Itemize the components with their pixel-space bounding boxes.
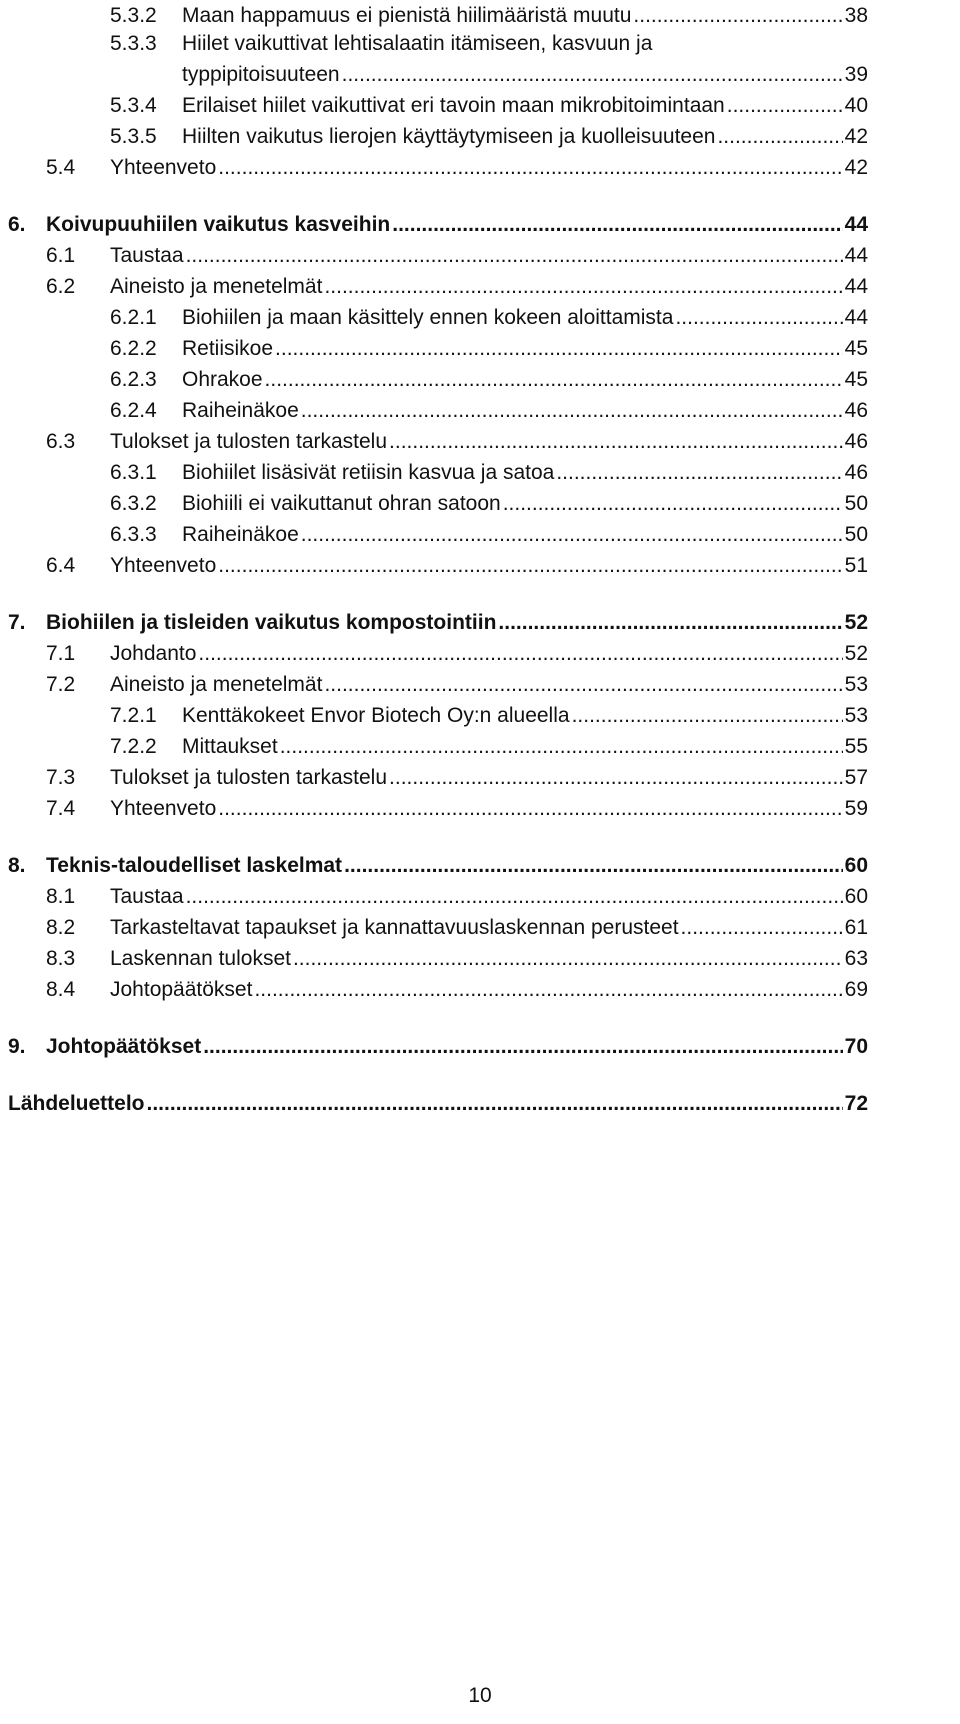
toc-entry-number: 7.2.2 — [110, 735, 157, 758]
toc-entry-page: 50 — [844, 492, 868, 515]
toc-leader — [727, 90, 843, 122]
toc-entry-title: Laskennan tulokset — [110, 947, 291, 970]
toc-entry-number: 6.2.2 — [110, 337, 157, 360]
toc-entry-number: 6.2.1 — [110, 306, 157, 329]
toc-entry-title-continued: typpipitoisuuteen — [182, 63, 340, 86]
toc-entry-title: Biohiilet lisäsivät retiisin kasvua ja satoa — [182, 461, 555, 484]
toc-entry-page: 72 — [844, 1092, 868, 1115]
toc-entry-page: 51 — [844, 554, 868, 577]
toc-leader — [218, 550, 842, 582]
toc-entry[interactable] — [110, 488, 868, 520]
toc-entry[interactable] — [46, 240, 868, 272]
toc-leader — [203, 1031, 842, 1063]
toc-entry-page: 42 — [844, 156, 868, 179]
toc-entry-number: 6.4 — [46, 554, 76, 577]
toc-entry-page: 52 — [844, 611, 868, 634]
toc-entry-page: 60 — [844, 885, 868, 908]
toc-entry-page: 44 — [844, 213, 868, 236]
toc-entry-title: Yhteenveto — [110, 797, 217, 820]
toc-entry-number: 6.2.3 — [110, 368, 157, 391]
toc-entry-title: Mittaukset — [182, 735, 278, 758]
toc-entry[interactable] — [110, 457, 868, 489]
toc-entry[interactable] — [46, 669, 868, 701]
toc-entry[interactable] — [110, 302, 868, 334]
toc-entry-page: 44 — [844, 306, 868, 329]
toc-entry-page: 40 — [844, 94, 868, 117]
toc-entry-number: 8. — [8, 854, 26, 877]
toc-entry-number: 5.3.4 — [110, 94, 157, 117]
toc-entry-title: Raiheinäkoe — [182, 399, 299, 422]
toc-leader — [218, 793, 842, 825]
toc-entry[interactable] — [110, 731, 868, 763]
toc-leader — [254, 974, 842, 1006]
toc-entry-page: 53 — [844, 673, 868, 696]
toc-entry-page: 59 — [844, 797, 868, 820]
toc-entry-title: Aineisto ja menetelmät — [110, 275, 323, 298]
toc-entry-title: Erilaiset hiilet vaikuttivat eri tavoin maan mikrobitoimintaan — [182, 94, 725, 117]
toc-entry-page: 38 — [844, 4, 868, 27]
toc-entry-page: 50 — [844, 523, 868, 546]
toc-leader — [324, 669, 842, 701]
toc-entry-title: Hiilet vaikuttivat lehtisalaatin itämiseen, kasvuun ja — [182, 32, 653, 55]
toc-leader — [572, 700, 843, 732]
toc-leader — [147, 1088, 843, 1120]
toc-entry-number: 7. — [8, 611, 26, 634]
toc-entry-title: Biohiili ei vaikuttanut ohran satoon — [182, 492, 501, 515]
toc-entry-title: Tulokset ja tulosten tarkastelu — [110, 766, 388, 789]
toc-entry-title: Lähdeluettelo — [8, 1092, 145, 1115]
toc-entry-page: 60 — [844, 854, 868, 877]
toc-leader — [324, 271, 842, 303]
toc-entry-title: Koivupuuhiilen vaikutus kasveihin — [46, 213, 391, 236]
toc-entry-number: 6.3.3 — [110, 523, 157, 546]
toc-entry-page: 53 — [844, 704, 868, 727]
toc-leader — [392, 209, 842, 241]
toc-entry[interactable] — [46, 152, 868, 184]
toc-leader — [280, 731, 843, 763]
toc-entry-number: 9. — [8, 1035, 26, 1058]
toc-entry-page: 46 — [844, 461, 868, 484]
toc-entry-page: 45 — [844, 337, 868, 360]
toc-entry-title: Taustaa — [110, 885, 184, 908]
toc-leader — [556, 457, 842, 489]
toc-entry[interactable] — [46, 550, 868, 582]
toc-entry-title: Yhteenveto — [110, 554, 217, 577]
toc-entry[interactable] — [46, 638, 868, 670]
toc-entry-page: 69 — [844, 978, 868, 1001]
toc-leader — [301, 395, 843, 427]
toc-entry-number: 7.3 — [46, 766, 76, 789]
toc-entry[interactable] — [46, 271, 868, 303]
toc-entry-title: Ohrakoe — [182, 368, 263, 391]
page-number: 10 — [468, 1684, 492, 1707]
toc-leader — [293, 943, 843, 975]
toc-chapter-entry[interactable] — [8, 1088, 868, 1120]
toc-entry-number: 8.4 — [46, 978, 76, 1001]
toc-leader — [198, 638, 842, 670]
toc-entry-title: Johdanto — [110, 642, 197, 665]
toc-leader — [275, 333, 843, 365]
toc-chapter-entry[interactable] — [8, 209, 868, 241]
toc-entry-number: 6.2.4 — [110, 399, 157, 422]
toc-entry[interactable] — [46, 912, 868, 944]
toc-entry-title: Kenttäkokeet Envor Biotech Oy:n alueella — [182, 704, 570, 727]
toc-entry[interactable] — [110, 333, 868, 365]
toc-leader — [503, 488, 843, 520]
toc-entry-page: 63 — [844, 947, 868, 970]
toc-entry[interactable] — [110, 90, 868, 122]
toc-entry-number: 7.1 — [46, 642, 76, 665]
toc-entry-number: 7.4 — [46, 797, 76, 820]
toc-chapter-entry[interactable] — [8, 850, 868, 882]
toc-entry-page: 70 — [844, 1035, 868, 1058]
toc-entry-title: Raiheinäkoe — [182, 523, 299, 546]
toc-entry[interactable] — [110, 121, 868, 153]
toc-entry-number: 5.3.5 — [110, 125, 157, 148]
toc-entry-number: 6. — [8, 213, 26, 236]
toc-leader — [717, 121, 842, 153]
toc-entry-number: 5.4 — [46, 156, 76, 179]
toc-entry-page: 46 — [844, 399, 868, 422]
toc-entry-number: 5.3.3 — [110, 32, 157, 55]
toc-leader — [186, 240, 843, 272]
toc-leader — [265, 364, 843, 396]
toc-entry[interactable] — [46, 793, 868, 825]
toc-entry[interactable] — [110, 519, 868, 551]
toc-entry[interactable] — [46, 762, 868, 794]
toc-entry-title: Yhteenveto — [110, 156, 217, 179]
toc-entry[interactable] — [110, 395, 868, 427]
toc-entry-title: Biohiilen ja tisleiden vaikutus kompostointiin — [46, 611, 497, 634]
toc-entry-page: 46 — [844, 430, 868, 453]
toc-chapter-entry[interactable] — [8, 607, 868, 639]
toc-leader — [342, 59, 843, 91]
toc-leader — [344, 850, 843, 882]
toc-entry-number: 6.2 — [46, 275, 76, 298]
toc-entry-title: Johtopäätökset — [46, 1035, 202, 1058]
toc-entry-title: Tarkasteltavat tapaukset ja kannattavuuslaskennan perusteet — [110, 916, 679, 939]
toc-leader — [186, 881, 843, 913]
toc-entry[interactable] — [110, 364, 868, 396]
toc-entry-title: Maan happamuus ei pienistä hiilimääristä muutu — [182, 4, 632, 27]
toc-entry-number: 6.3 — [46, 430, 76, 453]
toc-entry[interactable] — [46, 426, 868, 458]
toc-entry-number: 7.2 — [46, 673, 76, 696]
toc-leader — [218, 152, 842, 184]
toc-entry-number: 8.2 — [46, 916, 76, 939]
toc-entry-continuation[interactable] — [182, 59, 868, 91]
toc-entry[interactable] — [46, 881, 868, 913]
toc-entry-title: Biohiilen ja maan käsittely ennen kokeen aloittamista — [182, 306, 674, 329]
toc-entry[interactable] — [46, 943, 868, 975]
toc-entry-number: 7.2.1 — [110, 704, 157, 727]
toc-chapter-entry[interactable] — [8, 1031, 868, 1063]
toc-entry[interactable] — [110, 700, 868, 732]
toc-entry-title: Taustaa — [110, 244, 184, 267]
toc-entry-title: Johtopäätökset — [110, 978, 253, 1001]
toc-entry-page: 44 — [844, 244, 868, 267]
toc-entry-number: 5.3.2 — [110, 4, 157, 27]
toc-entry-number: 6.1 — [46, 244, 76, 267]
toc-entry[interactable] — [46, 974, 868, 1006]
toc-entry-page: 45 — [844, 368, 868, 391]
toc-entry-page: 57 — [844, 766, 868, 789]
toc-leader — [389, 426, 843, 458]
toc-entry-page: 42 — [844, 125, 868, 148]
toc-entry-page: 61 — [844, 916, 868, 939]
toc-entry-page: 39 — [844, 63, 868, 86]
toc-entry-page: 44 — [844, 275, 868, 298]
toc-entry-title: Tulokset ja tulosten tarkastelu — [110, 430, 388, 453]
toc-entry-title: Aineisto ja menetelmät — [110, 673, 323, 696]
toc-entry-number: 6.3.1 — [110, 461, 157, 484]
toc-entry-number: 8.1 — [46, 885, 76, 908]
toc-leader — [389, 762, 843, 794]
toc-entry-title: Retiisikoe — [182, 337, 274, 360]
toc-entry-page: 52 — [844, 642, 868, 665]
toc-entry[interactable] — [110, 28, 868, 60]
toc-entry-title: Teknis-taloudelliset laskelmat — [46, 854, 343, 877]
toc-entry-number: 6.3.2 — [110, 492, 157, 515]
toc-leader — [301, 519, 843, 551]
toc-leader — [675, 302, 842, 334]
toc-entry-number: 8.3 — [46, 947, 76, 970]
toc-entry-page: 55 — [844, 735, 868, 758]
toc-leader — [681, 912, 843, 944]
toc-entry-title: Hiilten vaikutus lierojen käyttäytymiseen ja kuolleisuuteen — [182, 125, 716, 148]
toc-leader — [498, 607, 842, 639]
